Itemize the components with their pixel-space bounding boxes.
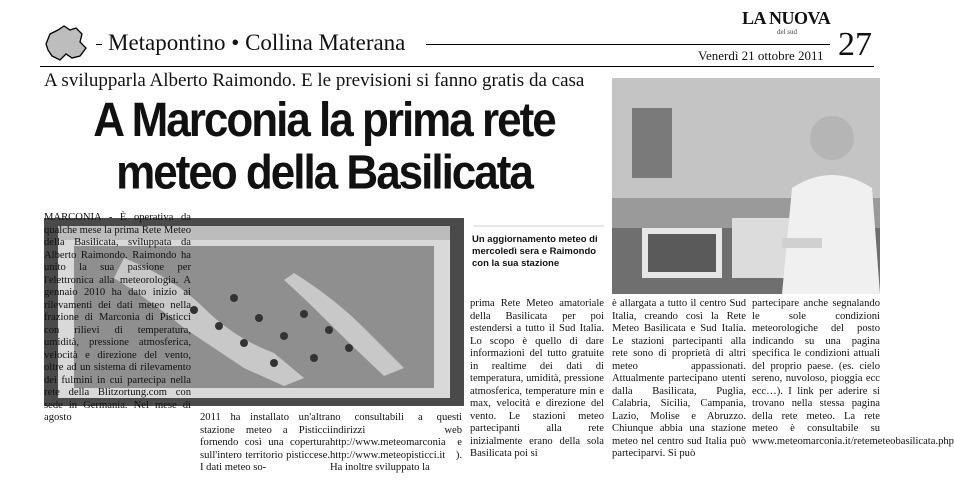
section-title: Metapontino • Collina Materana [108,30,406,55]
article-column-4: prima Rete Meteo amatoriale della Basilicata per poi estendersi a tutto il Sud Italia. Lo scopo è quello di dare informazioni del tutto gratuite in realtime dei dati di temperatura, umidità, pressione atmosferica, temperature min e max, velocità e direzione del vento. Le stazioni meteo partecipanti alla rete inizialmente erano della sola Basilicata poi si [470,298,604,459]
newspaper-logo: LA NUOVA [742,8,831,28]
newspaper-logo-sub: del sud [777,28,798,36]
article-column-1: MARCONIA - È operativa da qualche mese la prima Rete Meteo della Basilicata, sviluppata da Alberto Raimondo. Raimondo ha unito la sua passione per l'elettronica alla meteorologia. A gennaio 2010 ha dato inizio ai rilevamenti dei dati meteo nella frazione di Marconia di Pisticci con rilievi di temperatura, umidità, pressione atmosferica, velocità e direzione del vento, oltre ad un sistema di rilevamento dei fulmini in cui partecipa nella rete della Blitzortung.com con sede in Germania. Nel mese di agosto [44,212,191,423]
page-number: 27 [838,26,872,63]
raimondo-station-photo [612,78,880,294]
caption-divider-graphic [474,218,604,234]
top-rule [40,66,874,67]
article-column-2: 2011 ha installato un'altra stazione meteo a Pisticci fornendo così una copertura sull'intero territorio pisticcese. I dati meteo so- [200,412,330,473]
article-kicker: A svilupparla Alberto Raimondo. E le previsioni si fanno gratis da casa [44,70,585,91]
article-column-5: è allargata a tutto il centro Sud Italia, creando così la Rete Meteo Basilicata e Sud Italia. Le stazioni partecipanti alla rete sono di proprietà di altri meteo appassionati. Attualmente partecipano utenti dalla Basilicata, Puglia, Calabria, Sicilia, Campania, Lazio, Molise e Abruzzo. Chiunque abbia una stazione meteo nel centro sud Italia può parteciparvi. Si può [612,298,746,459]
basilicata-map-icon [40,22,92,64]
header-rule-left [96,44,102,45]
article-headline: A Marconia la prima rete meteo della Basilicata [93,92,555,200]
article-column-3: no consultabili a questi indirizzi web http://www.meteomarconia e http://www.meteopisticci.it ). Ha inoltre sviluppato la [330,412,462,473]
header-rule-right [426,44,830,45]
issue-date: Venerdì 21 ottobre 2011 [698,48,824,63]
station-photo-illustration [612,78,880,294]
photo-caption: Un aggiornamento meteo di mercoledì sera e Raimondo con la sua stazione [472,234,598,269]
article-column-6: partecipare anche segnalando le sole condizioni meteorologiche del posto indicando su una pagina specifica le condizioni attuali del proprio paese. (es. cielo sereno, nuvoloso, pioggia ecc ecc…). I link per aderire si trovano nella stessa pagina della rete meteo. La rete meteo è consultabile su www.meteomarconia.it/retemeteobasilicata.php [752,298,954,447]
